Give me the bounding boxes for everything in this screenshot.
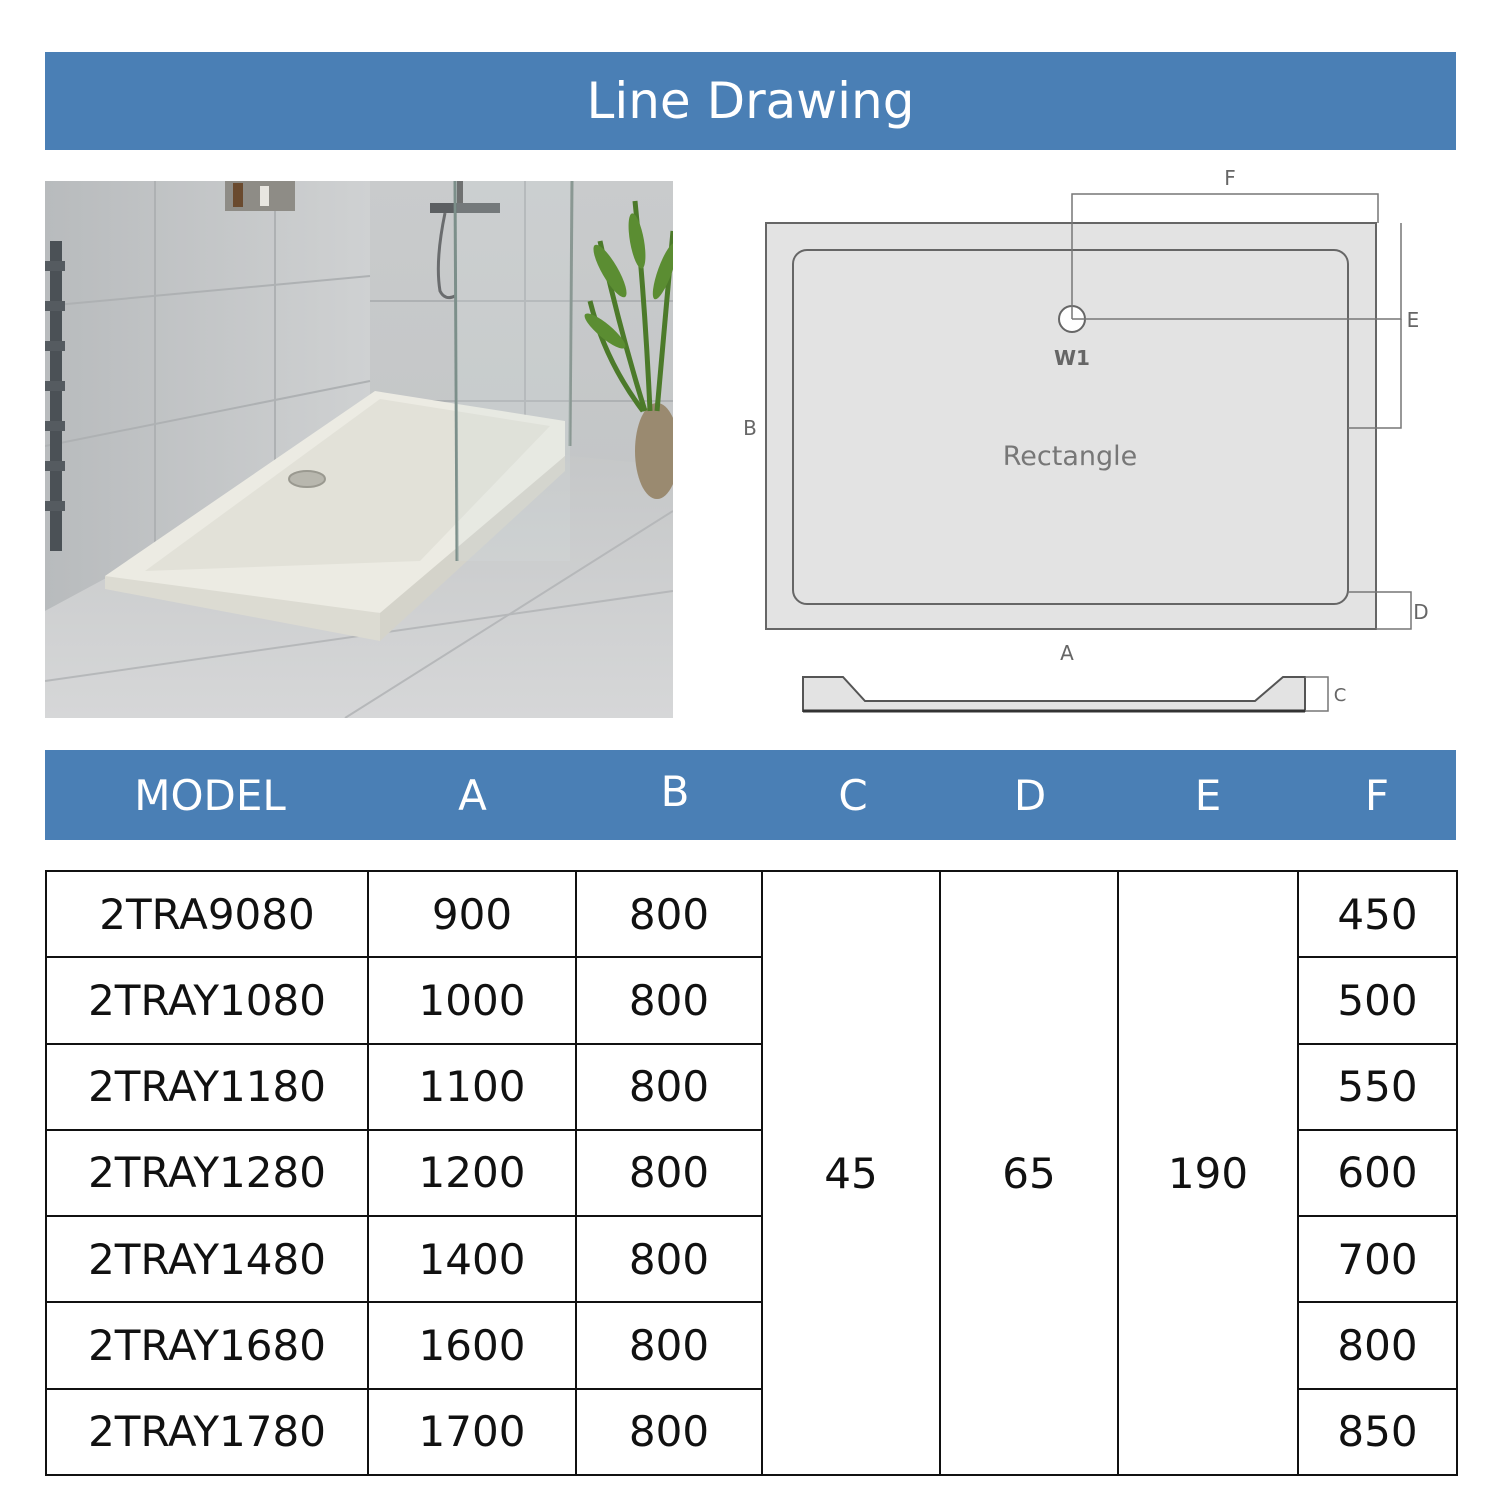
title-banner (45, 52, 1456, 150)
cell-a: 1400 (368, 1216, 576, 1302)
cell-c-shared: 45 (762, 871, 940, 1475)
label-e: E (1406, 308, 1420, 332)
cell-model: 2TRAY1080 (46, 957, 368, 1043)
cell-b: 800 (576, 1130, 762, 1216)
cell-model: 2TRAY1280 (46, 1130, 368, 1216)
cell-model: 2TRAY1180 (46, 1044, 368, 1130)
cell-b: 800 (576, 1216, 762, 1302)
cell-f: 800 (1298, 1302, 1457, 1388)
label-b: B (743, 416, 757, 440)
tray-inner-outline (793, 250, 1348, 604)
tray-profile (803, 677, 1305, 711)
header-d: D (1013, 771, 1047, 820)
cell-a: 1000 (368, 957, 576, 1043)
page-title: Line Drawing (586, 72, 915, 130)
label-c: C (1333, 685, 1347, 706)
label-a: A (1060, 641, 1074, 665)
cell-e-shared: 190 (1118, 871, 1298, 1475)
table-header-bar (45, 750, 1456, 840)
label-shape: Rectangle (1002, 441, 1138, 472)
dimension-line-c (1305, 677, 1328, 711)
label-waste: W1 (1054, 346, 1090, 370)
cell-b: 800 (576, 1044, 762, 1130)
cell-a: 1600 (368, 1302, 576, 1388)
cell-a: 900 (368, 871, 576, 957)
cell-model: 2TRAY1680 (46, 1302, 368, 1388)
cell-f: 500 (1298, 957, 1457, 1043)
product-photo (45, 181, 673, 718)
cell-f: 450 (1298, 871, 1457, 957)
header-e: E (1194, 771, 1222, 820)
cell-model: 2TRAY1780 (46, 1389, 368, 1475)
cell-b: 800 (576, 957, 762, 1043)
line-drawing (735, 160, 1455, 720)
header-a: A (458, 771, 487, 820)
header-f: F (1364, 771, 1390, 820)
cell-b: 800 (576, 1302, 762, 1388)
cell-a: 1100 (368, 1044, 576, 1130)
cell-f: 550 (1298, 1044, 1457, 1130)
cell-model: 2TRA9080 (46, 871, 368, 957)
header-c: C (838, 771, 868, 820)
table-row (46, 871, 1457, 957)
spec-table (45, 870, 1458, 1476)
cell-b: 800 (576, 1389, 762, 1475)
cell-d-shared: 65 (940, 871, 1118, 1475)
header-model: MODEL (134, 771, 286, 820)
header-b: B (660, 767, 690, 816)
cell-f: 600 (1298, 1130, 1457, 1216)
cell-b: 800 (576, 871, 762, 957)
cell-a: 1700 (368, 1389, 576, 1475)
cell-f: 850 (1298, 1389, 1457, 1475)
cell-model: 2TRAY1480 (46, 1216, 368, 1302)
label-d: D (1413, 600, 1429, 624)
cell-f: 700 (1298, 1216, 1457, 1302)
label-f: F (1224, 166, 1236, 190)
cell-a: 1200 (368, 1130, 576, 1216)
shower-tray-photo (45, 181, 673, 718)
